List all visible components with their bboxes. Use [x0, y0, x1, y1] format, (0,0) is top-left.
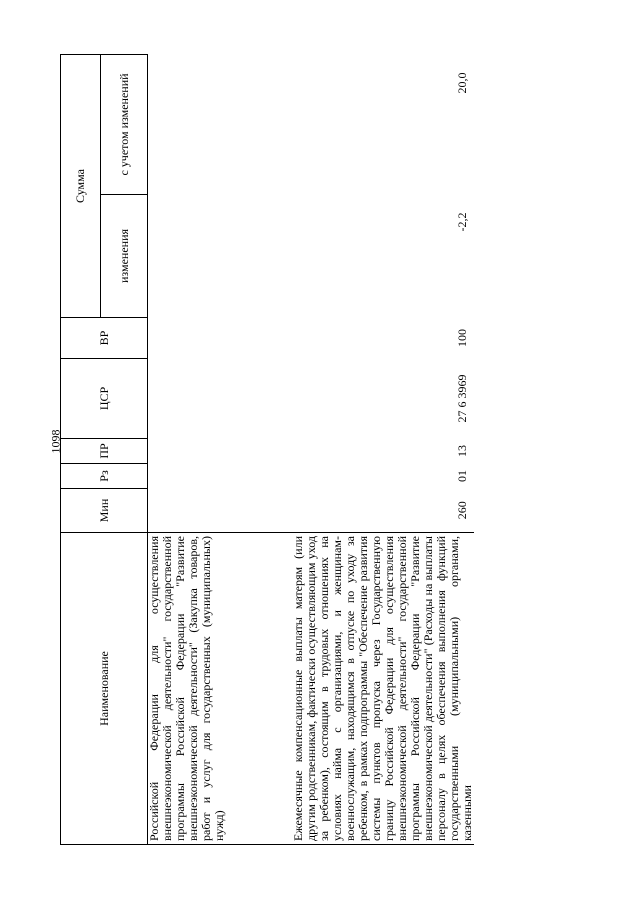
row-pr: 13	[455, 445, 469, 457]
row-changes	[148, 195, 285, 318]
row-changes: -2,2	[455, 212, 469, 232]
table-header	[61, 54, 148, 844]
row-name: Российской Федерации для осуществления внешнеэкономической деятельности" государственной программы Российской Федерации "Развитие внешнеэкономической деятельности" (Закупка товаров, работ и услуг для государственных (муниципальных) нужд)	[148, 533, 285, 845]
row-rz	[148, 464, 285, 489]
row-vr	[148, 318, 285, 359]
row-with-changes	[148, 54, 285, 194]
row-pr	[148, 439, 285, 464]
row-min: 260	[455, 501, 469, 520]
header-pr: ПР	[61, 439, 148, 464]
row-min	[148, 489, 285, 533]
header-vr: ВР	[61, 318, 148, 359]
budget-table	[60, 54, 474, 845]
row-name: Ежемесячные компенсационные выплаты матерям (или другим родственникам, фактически осуществляющим уход за ребенком), состоящим в трудовых отношениях на условиях найма с организациями, и женщинам-военнослужащим, находящимся в отпуске по уходу за ребенком, в рамках подпрограммы "Обеспечение развития системы пунктов пропуска через Государственную границу Российской Федерации для осуществления внешнеэкономической деятельности" государственной программы Российской Федерации "Развитие внешнеэкономической деятельности" (Расходы на выплаты персоналу в целях обеспечения выполнения функций государственными (муниципальными) органами, казенными	[284, 533, 474, 845]
row-csr: 27 6 3969	[455, 374, 469, 423]
header-rz: Рз	[61, 464, 148, 489]
row-csr	[148, 359, 285, 439]
header-name: Наименование	[61, 533, 148, 845]
page-number: 1098	[48, 429, 63, 454]
row-rz: 01	[455, 470, 469, 482]
table-row	[148, 54, 285, 844]
header-with-changes: с учетом изменений	[101, 54, 148, 194]
header-min: Мин	[61, 489, 148, 533]
table-row	[284, 54, 474, 844]
header-changes: изменения	[101, 195, 148, 318]
header-sum: Сумма	[61, 54, 101, 317]
header-csr: ЦСР	[61, 359, 148, 439]
row-with-changes: 20,0	[455, 72, 469, 94]
row-vr: 100	[455, 329, 469, 347]
budget-table-rotated	[60, 55, 600, 845]
